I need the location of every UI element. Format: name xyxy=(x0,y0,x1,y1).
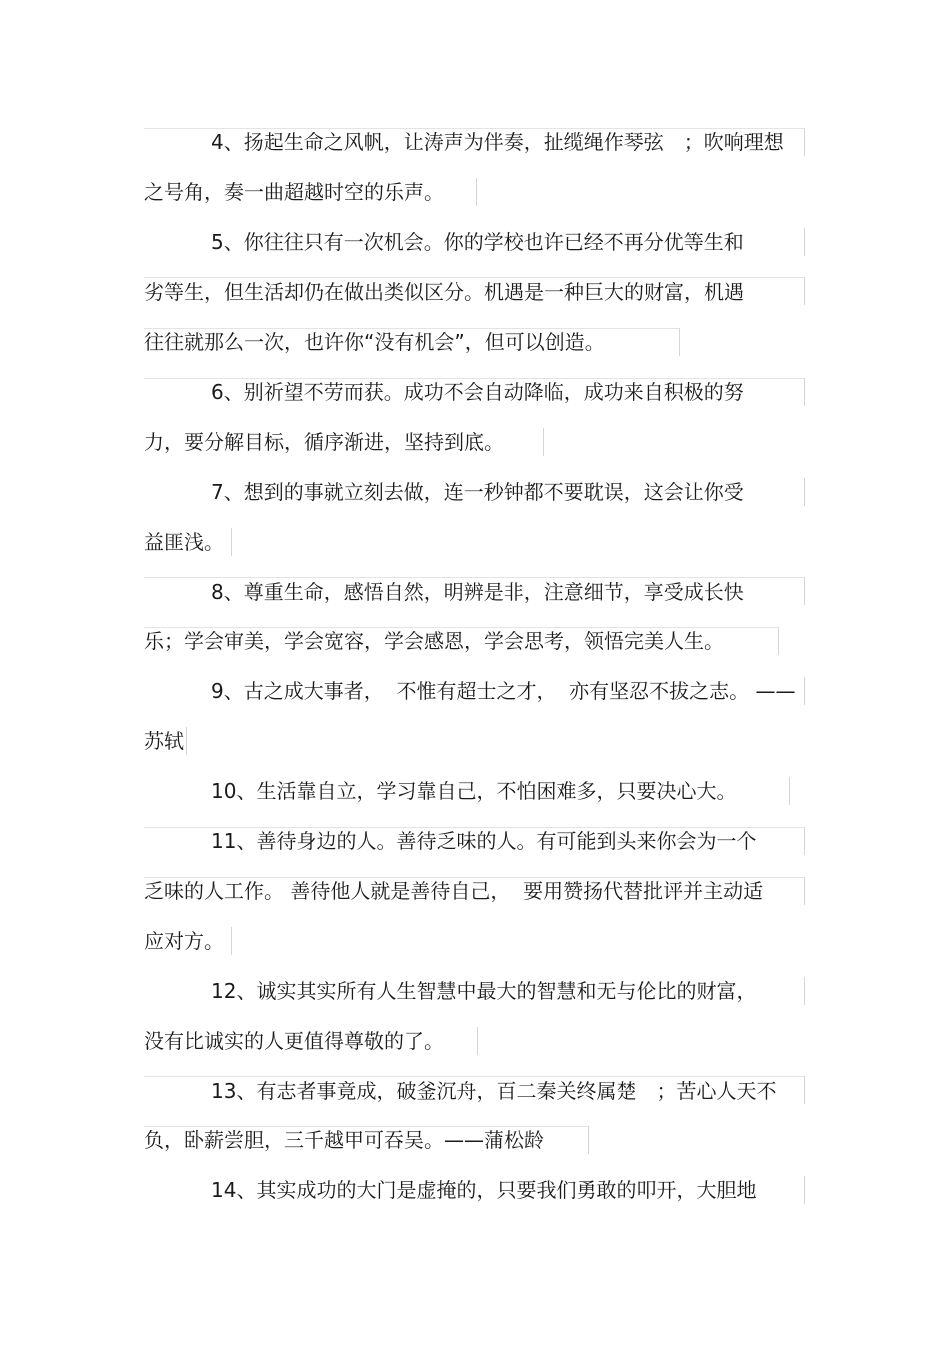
cell-rule xyxy=(588,1126,589,1154)
text-line: 4、扬起生命之风帆，让涛声为伴奏，扯缆绳作琴弦 ；吹响理想 xyxy=(211,130,784,154)
text-line: 13、有志者事竟成，破釜沉舟，百二秦关终属楚 ；苦心人天不 xyxy=(211,1079,777,1103)
cell-rule xyxy=(679,328,680,356)
text-line: 劣等生，但生活却仍在做出类似区分。机遇是一种巨大的财富，机遇 xyxy=(144,280,744,304)
cell-rule xyxy=(186,727,187,755)
cell-rule xyxy=(477,1027,478,1055)
cell-rule xyxy=(231,927,232,955)
cell-rule xyxy=(804,977,805,1005)
text-line: 5、你往往只有一次机会。你的学校也许已经不再分优等生和 xyxy=(211,230,744,254)
cell-rule xyxy=(804,877,805,905)
cell-rule xyxy=(804,228,805,256)
text-line: 7、想到的事就立刻去做，连一秒钟都不要耽误，这会让你受 xyxy=(211,480,744,504)
text-line: 没有比诚实的人更值得尊敬的了。 xyxy=(144,1029,444,1053)
cell-rule xyxy=(543,428,544,456)
text-line: 11、善待身边的人。善待乏味的人。有可能到头来你会为一个 xyxy=(211,829,757,853)
text-line: 负，卧薪尝胆，三千越甲可吞吴。——蒲松龄 xyxy=(144,1128,544,1152)
cell-rule xyxy=(804,128,805,156)
text-line: 往往就那么一次，也许你“没有机会”，但可以创造。 xyxy=(144,330,605,354)
text-line: 乏味的人工作。 善待他人就是善待自己， 要用赞扬代替批评并主动适 xyxy=(144,879,764,903)
text-line: 力，要分解目标，循序渐进，坚持到底。 xyxy=(144,430,504,454)
cell-rule xyxy=(778,627,779,655)
cell-rule xyxy=(804,677,805,705)
cell-rule xyxy=(804,378,805,406)
text-line: 10、生活靠自立，学习靠自己，不怕困难多，只要决心大。 xyxy=(211,779,737,803)
cell-rule xyxy=(804,1076,805,1104)
cell-rule xyxy=(804,478,805,506)
text-line: 8、尊重生命，感悟自然，明辨是非，注意细节，享受成长快 xyxy=(211,580,744,604)
cell-rule xyxy=(231,528,232,556)
text-line: 乐；学会审美，学会宽容，学会感恩，学会思考，领悟完美人生。 xyxy=(144,629,724,653)
text-line: 应对方。 xyxy=(144,929,224,953)
text-line: 12、诚实其实所有人生智慧中最大的智慧和无与伦比的财富， xyxy=(211,979,757,1003)
cell-rule xyxy=(476,178,477,206)
cell-rule xyxy=(804,827,805,855)
text-line: 益匪浅。 xyxy=(144,530,224,554)
text-line: 14、其实成功的大门是虚掩的，只要我们勇敢的叩开，大胆地 xyxy=(211,1178,757,1202)
text-line: 6、别祈望不劳而获。成功不会自动降临，成功来自积极的努 xyxy=(211,380,744,404)
text-line: 苏轼 xyxy=(144,729,184,753)
cell-rule xyxy=(789,777,790,805)
text-line: 之号角，奏一曲超越时空的乐声。 xyxy=(144,180,444,204)
text-line: 9、古之成大事者， 不惟有超士之才， 亦有坚忍不拔之志。 —— xyxy=(211,679,796,703)
cell-rule xyxy=(804,277,805,305)
cell-rule xyxy=(804,1176,805,1204)
cell-rule xyxy=(804,577,805,605)
